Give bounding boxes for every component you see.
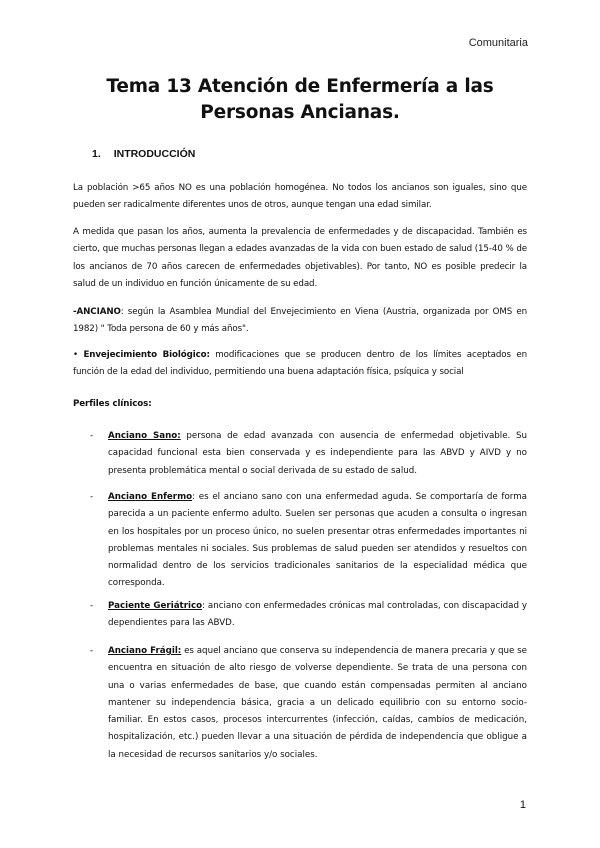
list-item-paciente-geriatrico — [73, 598, 527, 633]
profile-term: Paciente Geriátrico — [108, 601, 203, 611]
envejecimiento-label: Envejecimiento Biológico: — [83, 350, 210, 360]
paragraph-envejecimiento — [73, 347, 527, 382]
dash-marker: - — [90, 492, 94, 502]
profile-term: Anciano Sano: — [108, 431, 181, 441]
anciano-label: -ANCIANO — [73, 307, 121, 317]
list-item-anciano-sano — [73, 428, 527, 480]
bullet-icon: • — [73, 350, 79, 360]
profile-term: Anciano Frágil: — [108, 646, 182, 656]
profile-text: es aquel anciano que conserva su independencia de manera precaria y que se encuentra en situación de alto riesgo de volverse dependiente. Se trata de una persona con una o varias enfermedades de base, que cuando están compensadas permiten al anciano mantener su independencia básica, gracia a un delicado equilibrio con su entorno socio-familiar. En estos casos, procesos intercurrentes (infección, caídas, cambios de medicación, hospitalización, etc.) pueden llevar a una situación de pérdida de independencia que obligue a la necesidad de recursos sanitarios y/o sociales. — [108, 646, 527, 760]
list-item-anciano-fragil — [73, 643, 527, 764]
section-heading — [92, 148, 195, 160]
page-number: 1 — [519, 799, 526, 811]
perfiles-label: Perfiles clínicos: — [73, 399, 152, 409]
page-title: Tema 13 Atención de Enfermería a las Personas Ancianas. — [106, 76, 494, 123]
profile-text: persona de edad avanzada con ausencia de enfermedad objetivable. Su capacidad funcional esta bien conservada y es independiente para las ABVD y AIVD y no presenta problemática mental o social derivada de su estado de salud. — [108, 431, 527, 476]
profile-text: : anciano con enfermedades crónicas mal controladas, con discapacidad y dependientes para las ABVD. — [108, 601, 528, 629]
list-item-anciano-enfermo — [73, 489, 527, 593]
anciano-text: : según la Asamblea Mundial del Envejecimiento en Viena (Austria, organizada por OMS en 1982) " Toda persona de 60 y más años". — [73, 307, 527, 335]
section-number: 1. — [92, 148, 101, 160]
paragraph-prevalence: A medida que pasan los años, aumenta la prevalencia de enfermedades y de discapacidad. También es cierto, que muchas personas llegan a edades avanzadas de la vida con buen estado de salud (15-40 % de los ancianos de 70 años carecen de enfermedades objetivables). Por tanto, NO es posible predecir la salud de un individuo en función únicamente de su edad. — [73, 227, 527, 289]
section-title: INTRODUCCIÓN — [113, 148, 196, 160]
envejecimiento-text: modificaciones que se producen dentro de los límites aceptados en función de la edad del individuo, permitiendo una buena adaptación física, psíquica y social — [73, 350, 527, 378]
perfiles-heading — [73, 396, 527, 413]
profile-term: Anciano Enfermo — [108, 492, 193, 502]
dash-marker: - — [90, 646, 94, 656]
header-section-label: Comunitaria — [468, 37, 528, 49]
dash-marker: - — [90, 601, 94, 611]
paragraph-anciano-definition — [73, 304, 527, 339]
dash-marker: - — [90, 431, 94, 441]
profile-text: : es el anciano sano con una enfermedad aguda. Se comportaría de forma parecida a un paciente enfermo adulto. Suelen ser personas que acuden a consulta o ingresan en los hospitales por un proceso único, no suelen presentar otras enfermedades importantes ni problemas mentales ni sociales. Sus problemas de salud pueden ser atendidos y resueltos con normalidad dentro de los servicios tradicionales sanitarios de la especialidad médica que corresponda. — [108, 492, 527, 589]
paragraph-population: La población >65 años NO es una población homogénea. No todos los ancianos son iguales, sino que pueden ser radicalmente diferentes unos de otros, aunque tengan una edad similar. — [73, 183, 527, 211]
